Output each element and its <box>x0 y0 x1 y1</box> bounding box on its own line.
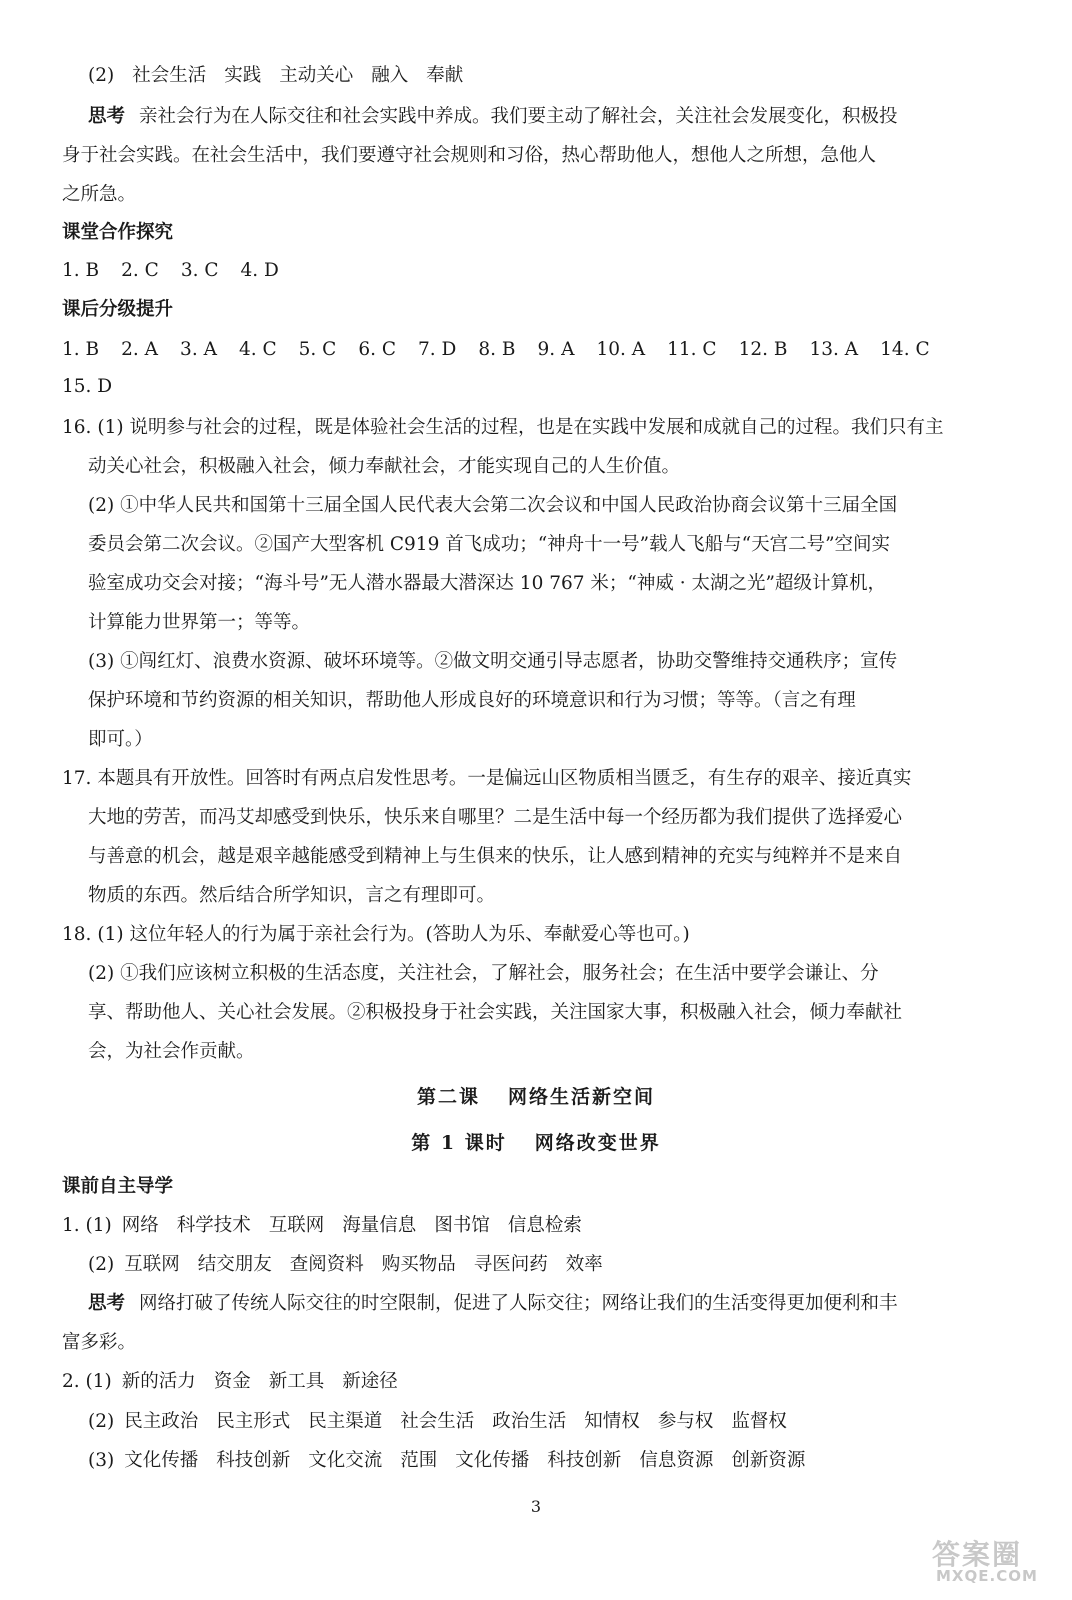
keqian-sikao-2: 富多彩。 <box>62 1332 137 1353</box>
q18-line-2: (2) ①我们应该树立积极的生活态度，关注社会，了解社会，服务社会；在生活中要学会谦让、分 <box>88 963 879 984</box>
answers-kehou-row1: 1. B 2. A 3. A 4. C 5. C 6. C 7. D 8. B 9. A 10. A 11. C 12. B 13. A 14. C <box>62 339 930 360</box>
q16-line-8: 保护环境和节约资源的相关知识，帮助他人形成良好的环境意识和行为习惯；等等。（言之有理 <box>88 690 856 711</box>
keqian-2-3: (3) 文化传播 科技创新 文化交流 范围 文化传播 科技创新 信息资源 创新资源 <box>88 1450 806 1471</box>
section-heading-ketang: 课堂合作探究 <box>62 222 174 243</box>
q17-line-4: 物质的东西。然后结合所学知识，言之有理即可。 <box>88 885 496 906</box>
lesson-title: 第二课 网络生活新空间 <box>416 1086 656 1108</box>
q16-line-9: 即可。） <box>88 729 153 750</box>
watermark-bottom-text: MXQE.COM <box>936 1567 1038 1585</box>
line-fill-1: (2) 社会生活 实践 主动关心 融入 奉献 <box>88 65 464 86</box>
q16-line-2: 动关心社会，积极融入社会，倾力奉献社会，才能实现自己的人生价值。 <box>88 456 681 477</box>
section-heading-keqian: 课前自主导学 <box>62 1176 174 1197</box>
q16-line-7: (3) ①闯红灯、浪费水资源、破坏环境等。②做文明交通引导志愿者，协助交警维持交通秩序；宣传 <box>88 651 898 672</box>
answers-ketang: 1. B 2. C 3. C 4. D <box>62 260 279 281</box>
watermark-logo <box>932 1533 1050 1591</box>
keqian-1-1: 1. (1) 网络 科学技术 互联网 海量信息 图书馆 信息检索 <box>62 1215 582 1236</box>
q16-line-3: (2) ①中华人民共和国第十三届全国人民代表大会第二次会议和中国人民政治协商会议第十三届全国 <box>88 495 898 516</box>
q18-line-3: 享、帮助他人、关心社会发展。②积极投身于社会实践，关注国家大事，积极融入社会，倾力奉献社 <box>88 1002 903 1023</box>
answers-kehou-row2: 15. D <box>62 376 113 397</box>
page-number: 3 <box>530 1497 542 1516</box>
q16-line-6: 计算能力世界第一；等等。 <box>88 612 311 633</box>
section-heading-kehou: 课后分级提升 <box>62 299 174 320</box>
q18-line-1: 18. (1) 这位年轻人的行为属于亲社会行为。(答助人为乐、奉献爱心等也可。) <box>62 924 690 945</box>
keqian-1-2: (2) 互联网 结交朋友 查阅资料 购买物品 寻医问药 效率 <box>88 1254 603 1275</box>
sikao-label: 思考 <box>88 106 126 127</box>
watermark-top-text: 答案圈 <box>932 1538 1023 1571</box>
q18-line-4: 会，为社会作贡献。 <box>88 1041 255 1062</box>
q16-line-4: 委员会第二次会议。②国产大型客机 C919 首飞成功；“神舟十一号”载人飞船与“天宫二号”空间实 <box>88 534 891 555</box>
sikao-line-3: 之所急。 <box>62 184 137 205</box>
sikao-line-1: 思考 亲社会行为在人际交往和社会实践中养成。我们要主动了解社会，关注社会发展变化，积极投 <box>88 106 898 127</box>
q16-line-1: 16. (1) 说明参与社会的过程，既是体验社会生活的过程，也是在实践中发展和成就自己的过程。我们只有主 <box>62 417 944 438</box>
keqian-2-1: 2. (1) 新的活力 资金 新工具 新途径 <box>62 1371 398 1392</box>
q16-line-5: 验室成功交会对接；“海斗号”无人潜水器最大潜深达 10 767 米；“神威 · 太湖之光”超级计算机， <box>88 573 886 594</box>
sikao-line-2: 身于社会实践。在社会生活中，我们要遵守社会规则和习俗，热心帮助他人，想他人之所想，急他人 <box>62 145 877 166</box>
period-title: 第 1 课时 网络改变世界 <box>411 1132 661 1154</box>
q17-line-3: 与善意的机会，越是艰辛越能感受到精神上与生俱来的快乐，让人感到精神的充实与纯粹并不是来自 <box>88 846 903 867</box>
keqian-sikao-1: 思考 网络打破了传统人际交往的时空限制，促进了人际交往；网络让我们的生活变得更加便利和丰 <box>88 1293 898 1314</box>
q17-line-2: 大地的劳苦，而冯艾却感受到快乐，快乐来自哪里？二是生活中每一个经历都为我们提供了选择爱心 <box>88 807 903 828</box>
keqian-2-2: (2) 民主政治 民主形式 民主渠道 社会生活 政治生活 知情权 参与权 监督权 <box>88 1411 787 1432</box>
sikao-label-2: 思考 <box>88 1293 126 1314</box>
q17-line-1: 17. 本题具有开放性。回答时有两点启发性思考。一是偏远山区物质相当匮乏，有生存的艰辛、接近真实 <box>62 768 912 789</box>
